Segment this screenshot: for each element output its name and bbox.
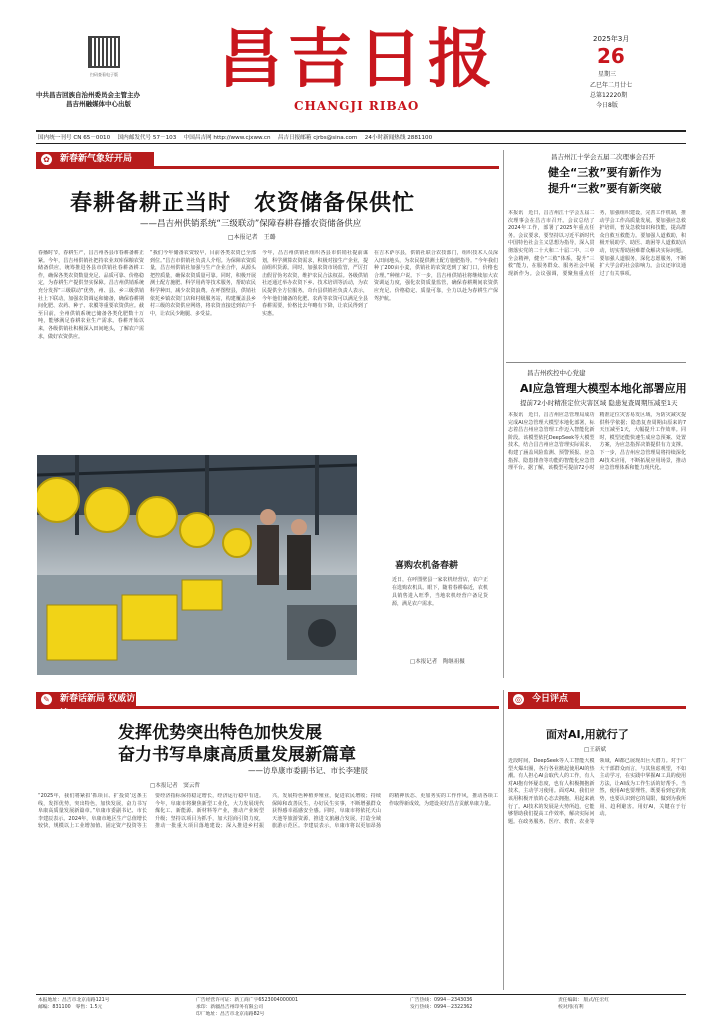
info-cn: 国内统一刊号 CN 65－0010 — [38, 135, 111, 141]
section-tag-label-2: 新春话新局 权威访谈 — [60, 694, 136, 719]
footer-ad-license: 广告经营许可证：新工商广字6523004000001 — [196, 998, 299, 1003]
footer-postcode: 邮编：831100 — [38, 1005, 71, 1010]
footer-printer: 承印：新疆昌吉州印务有限公司 — [196, 1005, 264, 1010]
article-col-4: 在吉木萨尔县，供销社联合农技部门，组织技术人员深入田间地头，为农民提供测土配方施肥指导。“今年我们种了200亩小麦，供销社的农资送到了家门口，价格也合理。”种植户说。下一步，昌吉州供销社将继续加大农资调运力度，强化农资质量监管，确保春耕期间农资供应充足、价格稳定、质量可靠，全力以赴为春耕生产保驾护航。 — [374, 250, 498, 302]
section-tag-label: 新春新气象好开局 — [60, 154, 133, 164]
qr-caption: 扫码查看电子版 — [90, 72, 118, 77]
farm-machinery-photo — [37, 455, 357, 675]
section-tag-commentary — [508, 692, 580, 707]
right-kicker-1: 昌吉州江十学会五届二次理事会召开 — [551, 153, 655, 161]
commentary-byline: □王新斌 — [584, 747, 607, 753]
right-headline-1b: 提升“三救”要有新突破 — [548, 182, 662, 195]
masthead-pinyin: CHANGJI RIBAO — [294, 99, 420, 113]
date-month: 2025年3月 — [593, 35, 630, 43]
interview-subhead: ——访阜康市委副书记、市长李建辰 — [248, 766, 368, 775]
footer-price: 零售：1.5元 — [75, 1005, 103, 1010]
comment-icon: ◎ — [513, 694, 524, 705]
leaf-icon: ✿ — [41, 154, 52, 165]
page-count: 今日8版 — [596, 102, 618, 109]
info-email[interactable]: 昌吉日报邮箱 cjrbs@sina.com — [277, 135, 358, 141]
right-headline-1a: 健全“三救”要有新作为 — [548, 166, 662, 179]
article-col-3: 今年，昌吉州供销社组织各县市供销社提前谋划，科学测算农资需求，积极对接生产企业，提前组织货源。同时，加强农资市场监管，严厉打击假冒伪劣农资，维护农民合法权益。各级供销社还通过举办农资下乡、技术培训等活动，为农民提供全方位服务。奇台县供销社负责人表示，今年他们储备的化肥、农药等农资可以满足全县春耕需要，价格比去年略有下降，让农民得到了实惠。 — [262, 250, 368, 317]
commentary-body: 近段时间，DeepSeek等人工智能大模型火爆出圈，各行各业掀起使用AI的热潮。有人担心AI会取代人的工作，有人对AI抱有怀疑态度，也有人积极拥抱新技术，主动学习使用。面对AI，我们应该用积极开放的心态去拥抱，用起来就行了。AI技术的发展是大势所趋，它能够帮助我们提高工作效率，解决实际问题。在政务服务、医疗、教育、农业等领域，AI都已展现出巨大潜力。对于广大干部群众而言，与其焦虑观望，不如主动学习，在实践中掌握AI工具的使用方法，让AI成为工作生活的好帮手。当然，使用AI也要理性，既要看到它的优势，也要认识到它的局限，做到为我所用、趋利避害。用好AI，关键在于行动。 — [508, 758, 686, 825]
right-subhead-2: 提前72小时精准定位灾害区域 隐患复查周期压减至1天 — [520, 399, 678, 407]
interview-byline: □本报记者 窦云哲 — [150, 783, 201, 789]
section-tag-label-3: 今日评点 — [532, 694, 569, 704]
main-subhead: ——昌吉州供销系统“三级联动”保障春耕春播农资储备供应 — [140, 219, 362, 229]
right-kicker-2: 昌吉州疾控中心党建 — [527, 369, 586, 377]
right-article-2-body: 本报讯 近日，昌吉州应急管理局成功完成AI应急管理大模型本地化部署，标志着昌吉州应急管理工作迈入智能化新阶段。该模型依托DeepSeek等大模型技术，结合昌吉州应急管理实际需求，构建了涵盖风险监测、预警预报、应急指挥、隐患排查等功能的智能化应急管理平台。据了解，该模型可提前72小时精准定位灾害易发区域，为防灾减灾提供科学依据；隐患复查周期由原来的7天压减至1天，大幅提升工作效率。同时，模型还能快速生成应急预案、处置方案，为应急指挥决策提供有力支撑。下一步，昌吉州应急管理局将持续深化AI技术应用，不断拓展应用场景，推动应急管理体系和能力现代化。 — [508, 412, 686, 472]
article-col-1: 春播时节，春耕生产，昌吉州各县市春耕备耕正紧。今年，昌吉州供销社把持农业双库保粮农资储备供应，统筹推进各县市供销社春耕备耕工作，确保各类农资数量充足、品质可靠、价格稳定，为春耕生产提供坚实保障。昌吉州供销系统充分发挥“三级联动”优势，州、县、乡三级供销社上下联动，加强农资调运和储备，确保春耕期间化肥、农药、种子、农膜等重要农资供应。截至目前，全州供销系统已储备各类化肥数十万吨，能够满足春耕农业生产需求。春耕开始以来，各级供销社积极深入田间地头，了解农户需求，做好农资供应。 — [38, 250, 144, 340]
footer-address: 本报地址：昌吉市北京南路121号 — [38, 998, 110, 1003]
right-article-1-body: 本报讯 近日，昌吉州江十学会五届二次理事会在昌吉市召开。会议总结了2024年工作，部署了2025年重点任务。会议要求，要坚持以习近平新时代中国特色社会主义思想为指导，深入贯彻落实党的二十大和二十届二中、三中全会精神，健全“三救”体系，提升“三救”能力，在服务群众、服务社会中展现新作为。会议强调，要聚焦重点任务，加强组织建设，完善工作机制，推动学会工作高质量发展。要加强应急救护培训，普及急救知识和技能，提高群众自救互救能力。要加强人道救助，积极开展助学、助医、助困等人道救助活动，切实帮助困难群众解决实际问题。要加强人道服务，深化志愿服务，不断扩大学会的社会影响力。会议还审议通过了有关事项。 — [508, 210, 686, 277]
footer-dist-tel: 发行热线：0994－2322362 — [410, 1005, 473, 1010]
main-byline: □本报记者 王璐 — [228, 234, 276, 241]
footer-editor: 责任编辑： — [558, 998, 582, 1003]
info-site[interactable]: 中国昌吉网 http://www.cjxww.cn — [183, 135, 271, 141]
right-headline-2: AI应急管理大模型本地化部署应用 — [520, 382, 687, 395]
footer-print-address: 印厂地址：昌吉市北京南路82号 — [196, 1012, 265, 1017]
info-post: 国内邮发代号 57－103 — [117, 135, 177, 141]
photo-credit: □本报记者 陶继祖摄 — [410, 659, 465, 665]
photo-title: 喜购农机备春耕 — [395, 561, 459, 571]
photo-caption: 近日，在呼图壁县一家农机经营店，农户正在选购农机具。眼下，随着春耕临近，农机具销售进入旺季，当地农机经营户备足货源，满足农户需求。 — [392, 577, 488, 607]
weekday: 星期三 — [598, 71, 617, 78]
sponsor-line-1: 中共昌吉回族自治州委员会主管主办 — [36, 91, 140, 99]
photo-illustration — [37, 455, 357, 675]
info-bar — [38, 133, 688, 141]
commentary-headline: 面对AI,用就行了 — [546, 728, 629, 741]
qr-code — [88, 36, 120, 68]
footer-proofreader: 校对/张有利 — [558, 1005, 584, 1010]
sponsor-line-2: 昌吉州融媒体中心出版 — [66, 100, 131, 108]
chat-icon: ✎ — [41, 694, 52, 705]
footer-layout: 版式/任宏红 — [583, 998, 610, 1003]
masthead-title: 昌吉日报 — [218, 22, 498, 97]
footer-ad-tel: 广告热线：0994－2343036 — [410, 998, 473, 1003]
date-day: 26 — [597, 44, 625, 68]
section-tag-spring — [36, 152, 154, 167]
article-col-2: “我们今年储备农资较早，目前各类农资已全部到位。”昌吉市供销社负责人介绍。为保障农资质量，昌吉州供销社加强与生产企业合作，从源头把控质量，确保农资质量可靠。同时，积极开展测土配方施肥、科学用药等技术服务，帮助农民科学种田，减少农资浪费。在呼图壁县，供销社依托乡镇农资门店和村级服务站，构建覆盖县乡村三级的农资供应网络，将农资直接送到农户手中，让农民少跑腿、多受益。 — [150, 250, 256, 317]
info-hotline: 24小时新闻热线 2881100 — [364, 135, 433, 141]
interview-headline-2: 奋力书写阜康高质量发展新篇章 — [118, 745, 356, 765]
issue-number: 总第12220期 — [590, 92, 628, 99]
section-tag-interview — [36, 692, 136, 719]
lunar-date: 乙巳年二月廿七 — [590, 82, 633, 89]
interview-headline-1: 发挥优势突出特色加快发展 — [118, 723, 322, 743]
main-headline: 春耕备耕正当时 农资储备保供忙 — [70, 190, 416, 216]
interview-body: “2025年，我们将紧扣‘抓项目、扩投资’这条主线，发挥优势，突出特色，加快发展，奋力书写阜康高质量发展新篇章。”阜康市委副书记、市长李建辰表示。2024年，阜康市地区生产总值增长较快，规模以上工业增加值、固定资产投资等主要经济指标保持稳定增长，经济运行稳中有进。今年，阜康市将聚焦新型工业化，大力发展现代煤化工、新能源、新材料等产业，推动产业转型升级；坚持以项目为抓手，加大招商引资力度，推动一批重大项目落地建设；深入推进乡村振兴，发展特色种植养殖业，促进农民增收；持续保障和改善民生，办好民生实事，不断增强群众获得感幸福感安全感。同时，阜康市将依托天山天池等旅游资源，推进文旅融合发展，打造全域旅游示范区。李建辰表示，阜康市将以更加昂扬的精神状态、更加务实的工作作风，推动各项工作取得新成效，为建设美好昌吉贡献阜康力量。 — [38, 793, 498, 830]
